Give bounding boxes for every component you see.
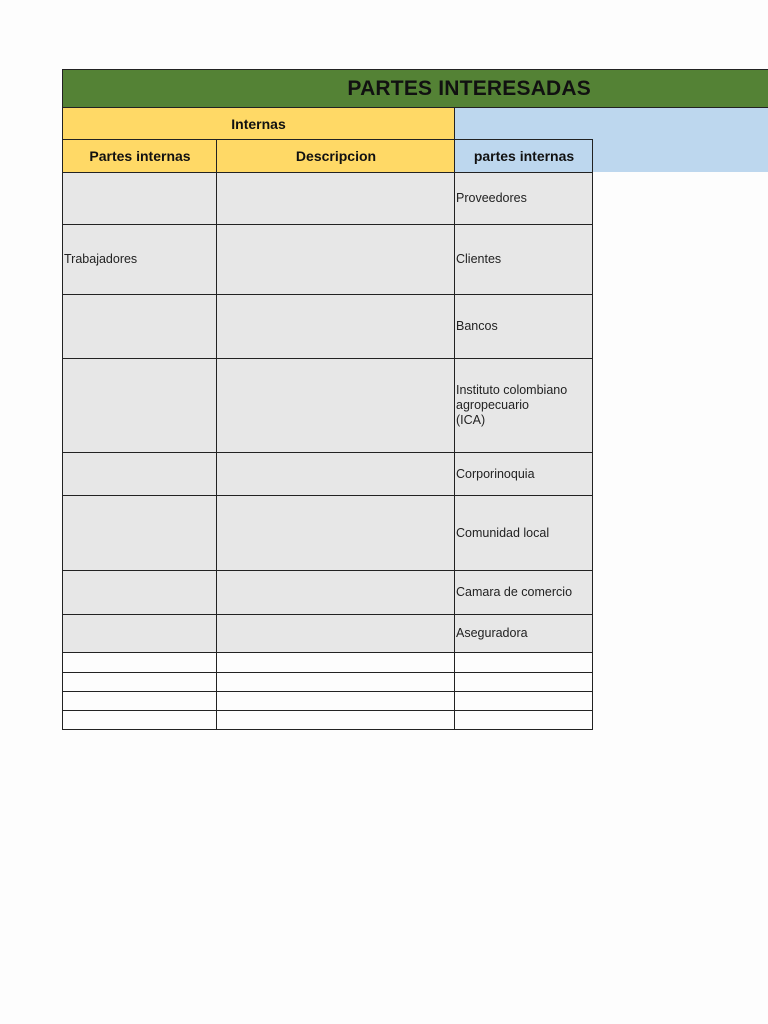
cell-stakeholder[interactable]: Corporinoquia [455, 453, 593, 496]
cell-internal-party[interactable] [63, 692, 217, 711]
table-row [63, 692, 593, 711]
cell-description[interactable] [217, 653, 455, 673]
table-row [63, 496, 593, 571]
cell-description[interactable] [217, 173, 455, 225]
cell-internal-party[interactable] [63, 571, 217, 615]
table-row [63, 173, 593, 225]
table-row [63, 225, 593, 295]
cell-internal-party[interactable] [63, 173, 217, 225]
cell-internal-party[interactable] [63, 673, 217, 692]
cell-description[interactable] [217, 225, 455, 295]
cell-stakeholder[interactable] [455, 653, 593, 673]
page-title: PARTES INTERESADAS [347, 76, 591, 100]
column-header-partes-internas[interactable]: Partes internas [63, 140, 217, 173]
cell-stakeholder[interactable] [455, 692, 593, 711]
cell-internal-party[interactable] [63, 496, 217, 571]
cell-stakeholder[interactable]: Comunidad local [455, 496, 593, 571]
cell-description[interactable] [217, 295, 455, 359]
cell-stakeholder[interactable] [455, 711, 593, 730]
cell-description[interactable] [217, 571, 455, 615]
cell-description[interactable] [217, 711, 455, 730]
stakeholders-table [62, 139, 593, 730]
column-header-descripcion[interactable]: Descripcion [217, 140, 455, 173]
cell-internal-party[interactable] [63, 453, 217, 496]
cell-description[interactable] [217, 453, 455, 496]
table-row [63, 571, 593, 615]
cell-internal-party[interactable] [63, 615, 217, 653]
external-header-band-extension [592, 139, 768, 172]
table-row [63, 673, 593, 692]
cell-description[interactable] [217, 615, 455, 653]
cell-stakeholder[interactable]: Clientes [455, 225, 593, 295]
cell-internal-party[interactable] [63, 359, 217, 453]
external-header-band [454, 108, 768, 139]
cell-stakeholder[interactable] [455, 673, 593, 692]
cell-internal-party[interactable] [63, 295, 217, 359]
table-row [63, 453, 593, 496]
cell-description[interactable] [217, 496, 455, 571]
table-row [63, 295, 593, 359]
cell-stakeholder[interactable]: Bancos [455, 295, 593, 359]
column-header-partes-internas-2[interactable]: partes internas [455, 140, 593, 173]
cell-stakeholder[interactable]: Proveedores [455, 173, 593, 225]
cell-description[interactable] [217, 692, 455, 711]
table-row [63, 615, 593, 653]
cell-description[interactable] [217, 359, 455, 453]
table-row [63, 653, 593, 673]
cell-internal-party[interactable] [63, 711, 217, 730]
cell-internal-party[interactable]: Trabajadores [63, 225, 217, 295]
cell-stakeholder[interactable]: Camara de comercio [455, 571, 593, 615]
cell-stakeholder[interactable]: Instituto colombiano agropecuario (ICA) [455, 359, 593, 453]
cell-stakeholder[interactable]: Aseguradora [455, 615, 593, 653]
internas-group-header: Internas [62, 108, 455, 139]
cell-description[interactable] [217, 673, 455, 692]
table-row [63, 359, 593, 453]
cell-internal-party[interactable] [63, 653, 217, 673]
header-row [63, 140, 593, 173]
table-row [63, 711, 593, 730]
